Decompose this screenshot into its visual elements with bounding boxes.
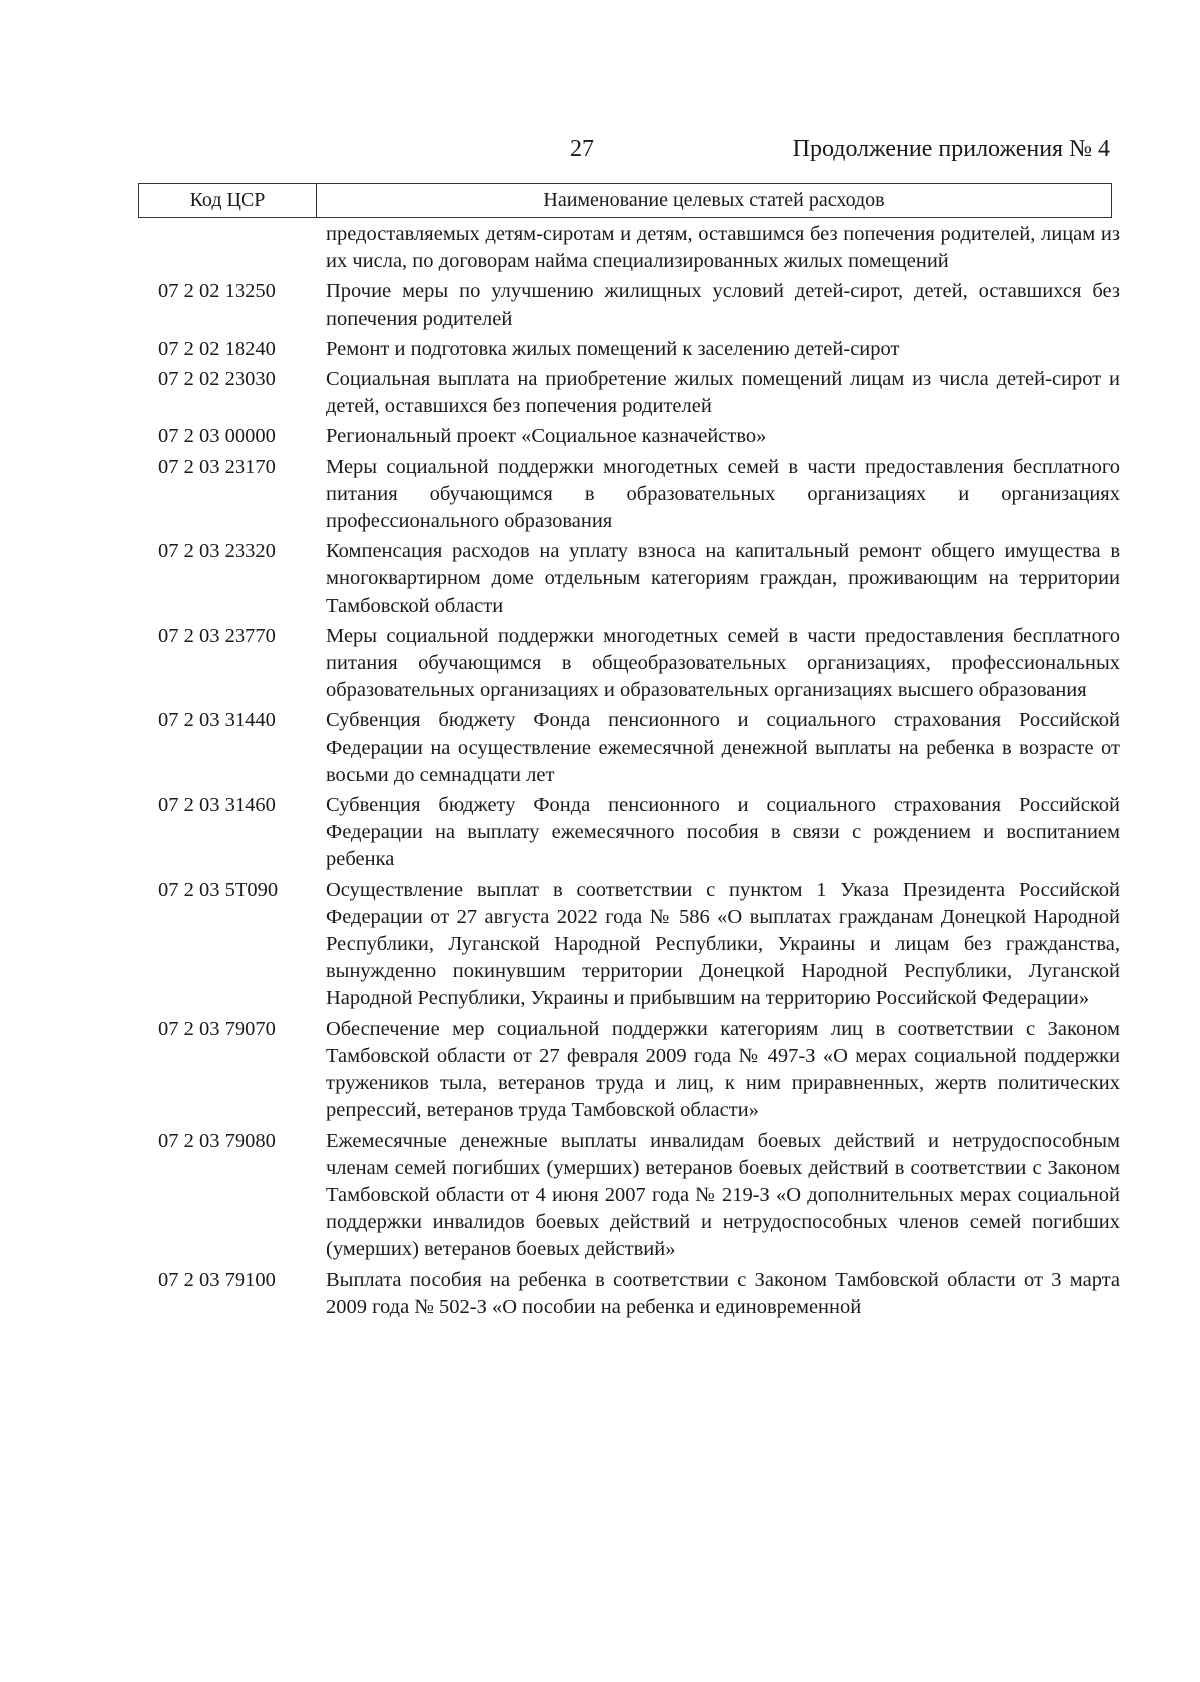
column-header-name: Наименование целевых статей расходов: [543, 189, 885, 211]
row-code: 07 2 03 31440: [158, 709, 276, 732]
row-code: 07 2 02 18240: [158, 337, 276, 360]
row-name: Обеспечение мер социальной поддержки категориям лиц в соответствии с Законом Тамбовской области от 27 февраля 2009 года № 497-З «О мерах социальной поддержки тружеников тыла, ветеранов труда и лиц, к ним приравненных, жертв политических репрессий, ветеранов труда Тамбовской области»: [326, 1017, 1120, 1122]
row-name: Социальная выплата на приобретение жилых помещений лицам из числа детей-сирот и детей, оставшихся без попечения родителей: [326, 368, 1120, 418]
table-row: [158, 336, 1120, 363]
table-row: [158, 366, 1120, 420]
appendix-continuation-title: Продолжение приложения № 4: [792, 136, 1110, 162]
row-code: 07 2 03 79070: [158, 1017, 276, 1040]
table-row: [158, 1267, 1120, 1321]
row-code: 07 2 02 23030: [158, 368, 276, 391]
row-name: Компенсация расходов на уплату взноса на капитальный ремонт общего имущества в многоквартирном доме отдельным категориям граждан, проживающим на территории Тамбовской области: [326, 540, 1120, 617]
table-row: [158, 623, 1120, 705]
row-code: 07 2 02 13250: [158, 280, 276, 303]
table-row: [158, 792, 1120, 874]
row-name: Осуществление выплат в соответствии с пунктом 1 Указа Президента Российской Федерации от 27 августа 2022 года № 586 «О выплатах гражданам Донецкой Народной Республики, Луганской Народной Республики, Украины и лицам без гражданства, вынужденно покинувшим территории Донецкой Народной Республики, Луганской Народной Республики, Украины и прибывшим на территорию Российской Федерации»: [326, 878, 1120, 1010]
row-code: 07 2 03 00000: [158, 425, 276, 448]
row-name: Региональный проект «Социальное казначейство»: [326, 425, 767, 448]
table-row: [158, 221, 1120, 275]
table-row: [158, 423, 1120, 450]
row-code: 07 2 03 79100: [158, 1268, 276, 1291]
row-name: Меры социальной поддержки многодетных семей в части предоставления бесплатного питания обучающимся в образовательных организациях и организациях профессионального образования: [326, 455, 1120, 533]
table-header: [138, 183, 1112, 218]
row-name: Меры социальной поддержки многодетных семей в части предоставления бесплатного питания обучающимся в общеобразовательных организациях, профессиональных образовательных организациях и образовательных организациях высшего образования: [326, 624, 1120, 702]
column-header-code: Код ЦСР: [139, 184, 317, 217]
row-name: Выплата пособия на ребенка в соответствии с Законом Тамбовской области от 3 марта 2009 года № 502-З «О пособии на ребенка и единовременной: [326, 1268, 1120, 1318]
row-name: предоставляемых детям-сиротам и детям, оставшимся без попечения родителей, лицам из их числа, по договорам найма специализированных жилых помещений: [326, 223, 1120, 273]
row-code: 07 2 03 23770: [158, 624, 276, 647]
row-code: 07 2 03 79080: [158, 1129, 276, 1152]
table-row: [158, 454, 1120, 536]
row-name: Ежемесячные денежные выплаты инвалидам боевых действий и нетрудоспособным членам семей погибших (умерших) ветеранов боевых действий в соответствии с Законом Тамбовской области от 4 июня 2007 года № 219-З «О дополнительных мерах социальной поддержки инвалидов боевых действий и нетрудоспособных членов семей погибших (умерших) ветеранов боевых действий»: [326, 1129, 1120, 1261]
row-code: [158, 221, 326, 275]
row-code: 07 2 03 31460: [158, 794, 276, 817]
table-body: [158, 221, 1120, 1324]
table-row: [158, 1016, 1120, 1125]
table-row: [158, 278, 1120, 332]
table-row: [158, 707, 1120, 789]
table-row: [158, 538, 1120, 620]
page-header: [0, 136, 1200, 176]
row-name: Субвенция бюджету Фонда пенсионного и социального страхования Российской Федерации на выплату ежемесячного пособия в связи с рождением и воспитанием ребенка: [326, 794, 1120, 871]
row-name: Ремонт и подготовка жилых помещений к заселению детей-сирот: [326, 337, 900, 360]
table-row: [158, 877, 1120, 1013]
row-name: Прочие меры по улучшению жилищных условий детей-сирот, детей, оставшихся без попечения родителей: [326, 280, 1120, 330]
row-code: 07 2 03 5Т090: [158, 878, 279, 901]
row-code: 07 2 03 23170: [158, 455, 276, 478]
page-number: 27: [570, 136, 594, 162]
row-code: 07 2 03 23320: [158, 540, 276, 563]
row-name: Субвенция бюджету Фонда пенсионного и социального страхования Российской Федерации на осуществление ежемесячной денежной выплаты на ребенка в возрасте от восьми до семнадцати лет: [326, 709, 1120, 786]
table-row: [158, 1128, 1120, 1264]
